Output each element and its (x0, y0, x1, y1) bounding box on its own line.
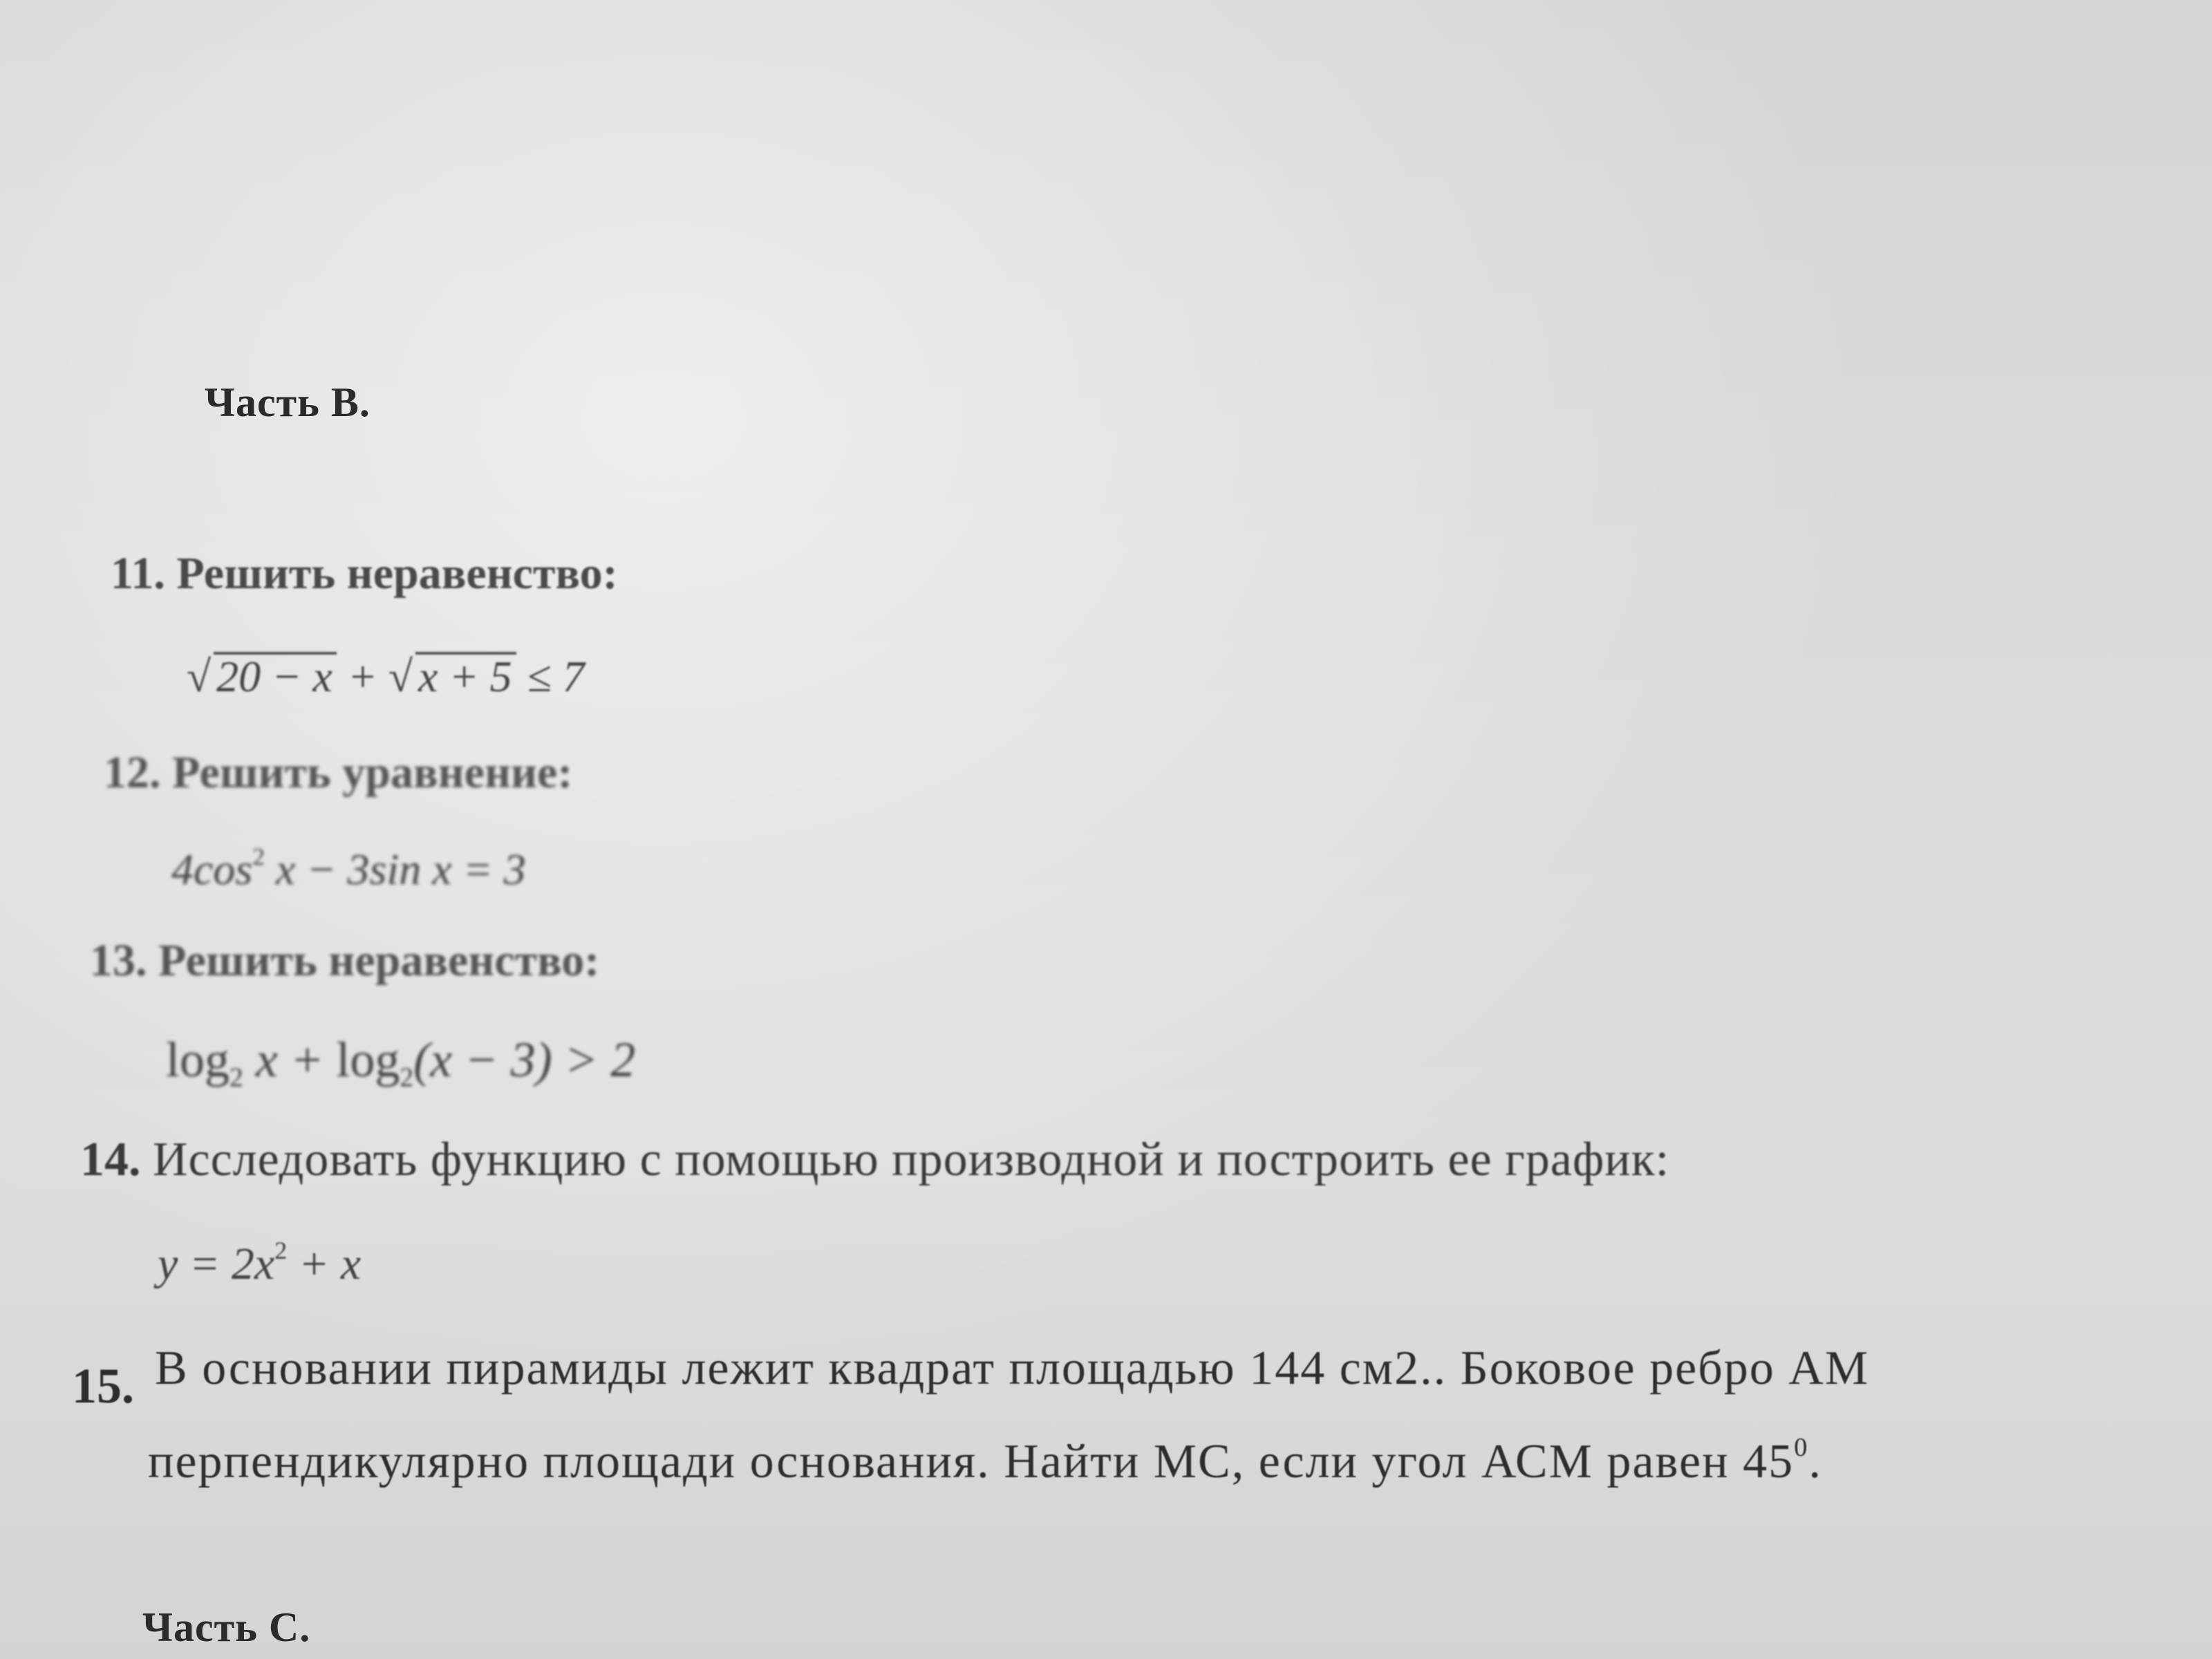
task-12 (104, 747, 573, 894)
equation-rest: x − 3sin x = 3 (264, 845, 526, 894)
task-12-formula (171, 843, 526, 895)
log-arg-2: (x − 3) > 2 (413, 1032, 636, 1087)
task-13-formula (166, 1031, 635, 1093)
task-12-text: Решить уравнение: (172, 747, 573, 798)
task-13-header (90, 935, 599, 987)
function-rest: + x (287, 1239, 362, 1290)
task-12-number: 12. (104, 747, 161, 798)
part-c-heading: Часть С. (142, 1604, 311, 1650)
log-arg-1: x + (243, 1032, 337, 1087)
cos-term: 4cos (171, 845, 253, 894)
log-base-1: 2 (229, 1061, 243, 1092)
plus-operator: + (336, 652, 388, 701)
task-11-formula (187, 651, 585, 702)
sqrt-term-2: x + 5 (415, 652, 516, 699)
degree-exponent: 0 (1794, 1433, 1809, 1462)
log-1: log (166, 1032, 230, 1087)
task-14-text: Исследовать функцию с помощью производной и построить ее график: (153, 1133, 1670, 1186)
task-15-line-2-text: перпендикулярно площади основания. Найти МС, если угол АСМ равен 45 (148, 1434, 1794, 1488)
task-14-formula (158, 1236, 361, 1291)
part-b-heading: Часть В. (205, 379, 371, 425)
task-14-header (80, 1132, 1669, 1188)
inequality-rest: ≤ 7 (516, 652, 585, 701)
task-14-number: 14. (80, 1133, 141, 1186)
cos-exponent: 2 (252, 843, 265, 870)
log-base-2: 2 (400, 1061, 414, 1092)
task-15-line-1: В основании пирамиды лежит квадрат площадью 144 см2.. Боковое ребро АМ (155, 1342, 1870, 1395)
task-15-number: 15. (72, 1358, 134, 1414)
radical-sign-1: √ (187, 652, 212, 701)
task-11 (111, 547, 618, 701)
task-14 (80, 1132, 1670, 1290)
task-13-text: Решить неравенство: (158, 935, 600, 986)
radical-sign-2: √ (388, 652, 413, 701)
task-11-header (111, 547, 618, 600)
function-lhs: y = 2x (158, 1239, 275, 1290)
function-exponent: 2 (274, 1237, 288, 1264)
task-15-line-2-end: . (1808, 1434, 1822, 1488)
task-12-header (104, 747, 572, 799)
task-13 (90, 935, 636, 1092)
task-15-line-2 (148, 1432, 1822, 1490)
log-2: log (336, 1032, 400, 1087)
sqrt-term-1: 20 − x (214, 652, 337, 699)
task-11-number: 11. (111, 548, 165, 599)
task-11-text: Решить неравенство: (176, 548, 618, 599)
task-13-number: 13. (90, 935, 147, 986)
